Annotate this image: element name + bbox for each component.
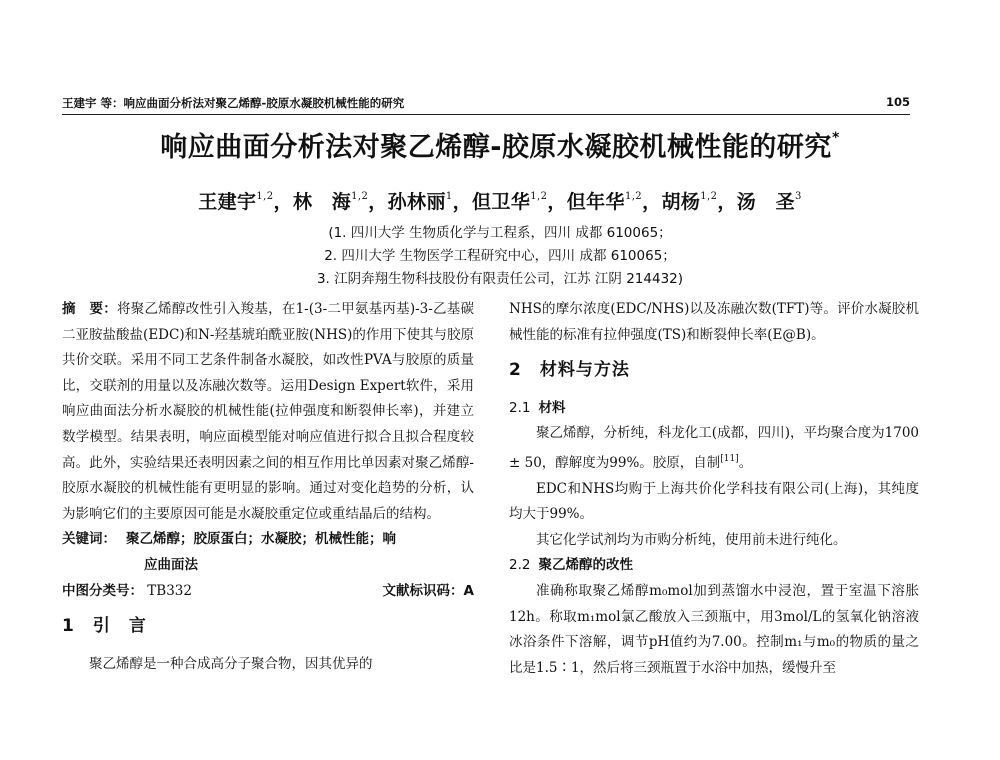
materials-paragraph-2: EDC和NHS均购于上海共价化学科技有限公司(上海)，其纯度均大于99%。 (509, 480, 919, 523)
continued-paragraph: NHS的摩尔浓度(EDC/NHS)以及冻融次数(TFT)等。评价水凝胶机械性能的标准有拉伸强度(TS)和断裂伸长率(E@B)。 (509, 301, 919, 343)
author-name: 王建宇 (198, 191, 257, 213)
abstract (62, 297, 474, 527)
classification-line (62, 579, 474, 605)
clc-label: 中图分类号： (62, 582, 143, 599)
article-title-text: 响应曲面分析法对聚乙烯醇-胶原水凝胶机械性能的研究 (160, 132, 832, 163)
author-affiliation-mark: 1,2 (700, 191, 718, 202)
keywords-line-1: 聚乙烯醇；胶原蛋白；水凝胶；机械性能；响 (126, 531, 396, 548)
author-affiliation-mark: 3 (795, 191, 802, 202)
section-1-title: 引 言 (92, 616, 147, 637)
author-affiliation-mark: 1,2 (624, 191, 643, 202)
section-1-paragraph: 聚乙烯醇是一种合成高分子聚合物，因其优异的 (89, 655, 373, 672)
section-2-number: 2 (509, 360, 522, 381)
author-affiliation-mark: 1 (445, 191, 453, 202)
keywords-line-2: 应曲面法 (144, 556, 198, 573)
materials-paragraph-3: 其它化学试剂均为市购分析纯，使用前未进行纯化。 (536, 531, 847, 548)
header-rule (62, 114, 910, 115)
section-1-heading (62, 614, 474, 640)
affiliation-2: 2. 四川大学 生物医学工程研究中心，四川 成都 610065； (324, 248, 676, 264)
section-1-number: 1 (62, 616, 75, 637)
author-separator: ， (368, 191, 388, 213)
subsection-2-2-title: 聚乙烯醇的改性 (538, 557, 633, 574)
modification-paragraph: 准确称取聚乙烯醇m₀mol加到蒸馏水中浸泡，置于室温下溶胀12h。称取m₁mol氯乙酸放入三颈瓶中，用3mol/L的氢氧化钠溶液冰浴条件下溶解，调节pH值约为7.00。控制m₁与m₀的物质的量之比是1.5∶1，然后将三颈瓶置于水浴中加热，缓慢升至 (509, 582, 919, 676)
running-head (62, 95, 910, 111)
running-title: 王建宇 等：响应曲面分析法对聚乙烯醇-胶原水凝胶机械性能的研究 (62, 96, 405, 110)
abstract-text: 将聚乙烯醇改性引入羧基，在1-(3-二甲氨基丙基)-3-乙基碳二亚胺盐酸盐(EDC)和N-羟基琥珀酰亚胺(NHS)的作用下使其与胶原共价交联。采用不同工艺条件制备水凝胶，如改性PVA与胶原的质量比，交联剂的用量以及冻融次数等。运用Design Expert软件，采用响应曲面法分析水凝胶的机械性能(拉伸强度和断裂伸长率)，并建立数学模型。结果表明，响应面模型能对响应值进行拟合且拟合程度较高。此外，实验结果还表明因素之间的相互作用比单因素对聚乙烯醇-胶原水凝胶的机械性能有更明显的影响。通过对变化趋势的分析，认为影响它们的主要原因可能是水凝胶重定位或重结晶后的结构。 (62, 301, 475, 522)
document-code: 文献标识码：A (382, 582, 474, 599)
author-separator: ， (273, 191, 293, 213)
author-affiliation-mark: 1,2 (256, 191, 274, 202)
author-separator: ， (547, 191, 567, 213)
title-footnote-mark: * (831, 130, 840, 146)
author-name: 但卫华 (472, 191, 531, 213)
subsection-2-2-number: 2.2 (509, 557, 531, 574)
subsection-2-2-heading (509, 553, 919, 579)
clc-value: TB332 (147, 582, 192, 599)
author-name: 但年华 (566, 191, 625, 213)
author-separator: ， (452, 191, 473, 213)
author-name: 胡杨 (661, 191, 701, 213)
affiliation-1: (1. 四川大学 生物质化学与工程系，四川 成都 610065； (328, 225, 672, 241)
section-2-title: 材料与方法 (539, 360, 630, 381)
abstract-label: 摘 要： (62, 301, 117, 317)
subsection-2-1-number: 2.1 (509, 399, 531, 416)
affiliation-3: 3. 江阴奔翔生物科技股份有限责任公司，江苏 江阴 214432) (316, 271, 684, 287)
left-column (62, 297, 474, 677)
author-affiliation-mark: 1,2 (351, 191, 369, 202)
author-separator: ， (642, 191, 662, 213)
keywords-label: 关键词： (62, 531, 116, 548)
citation-ref: [11] (720, 453, 739, 464)
author-name: 林 海 (292, 191, 352, 213)
author-list (0, 187, 1000, 214)
author-affiliation-mark: 1,2 (530, 191, 548, 202)
author-separator: ， (717, 191, 737, 213)
author-name: 汤 圣 (736, 191, 795, 213)
subsection-2-1-heading (509, 396, 919, 422)
materials-paragraph-1-end: 。 (738, 454, 753, 471)
keywords (62, 527, 474, 553)
materials-paragraph-1-text: 聚乙烯醇，分析纯，科龙化工(成都，四川)，平均聚合度为1700 ± 50，醇解度为99%。胶原，自制 (509, 425, 919, 471)
article-title (0, 125, 1000, 164)
section-2-heading (509, 358, 919, 384)
materials-paragraph-1 (509, 421, 919, 476)
author-name: 孙林丽 (387, 191, 446, 213)
subsection-2-1-title: 材料 (538, 399, 566, 416)
page-number: 105 (885, 95, 910, 109)
right-column (509, 297, 919, 681)
